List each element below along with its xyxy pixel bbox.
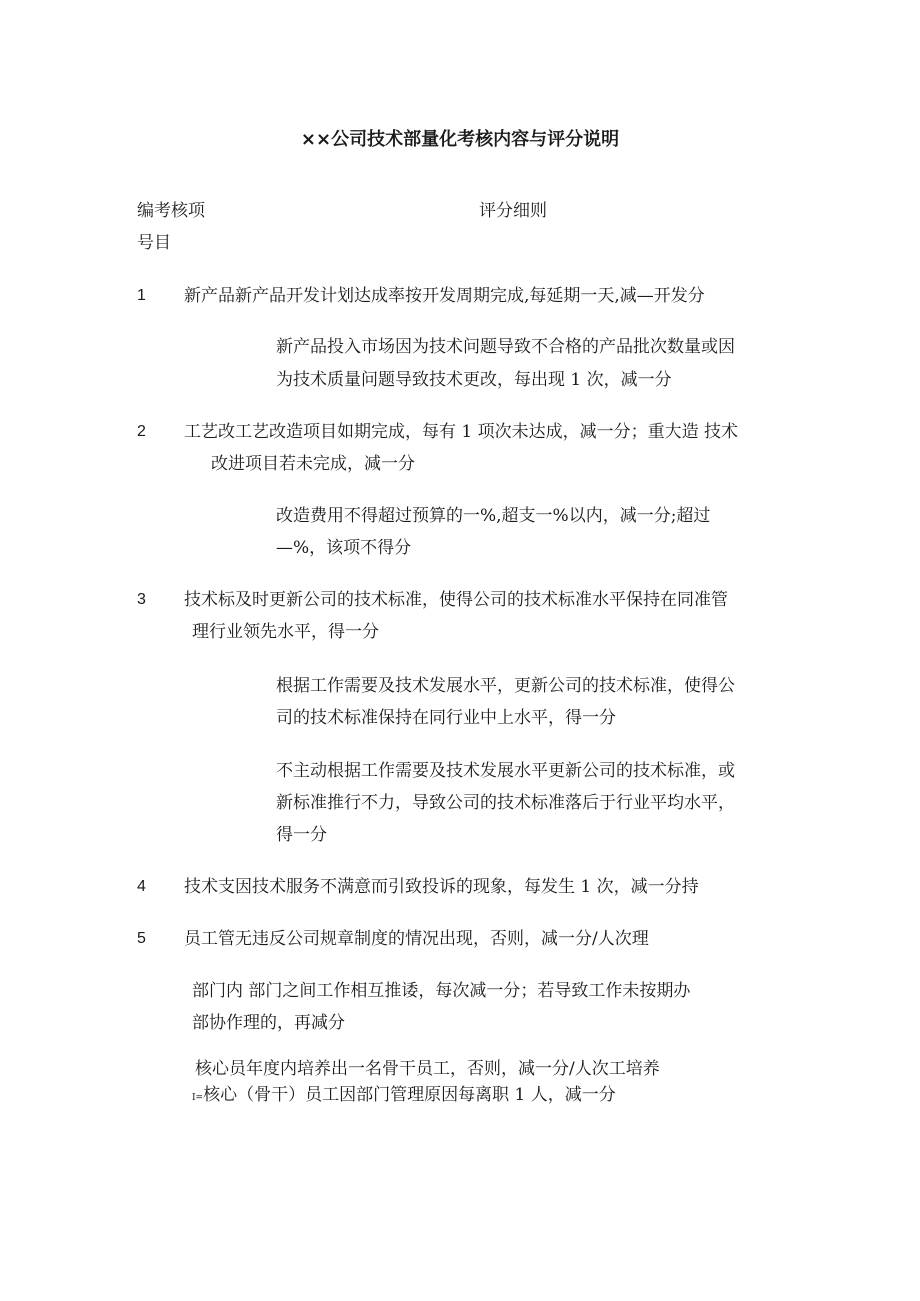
item-detail: 司的技术标准保持在同行业中上水平，得一分 xyxy=(276,708,616,728)
item-detail: 得一分 xyxy=(276,825,327,845)
item-number: 5 xyxy=(137,930,146,947)
dept-cooperation-line1: 部门内 部门之间工作相互推诿，每次减一分；若导致工作未按期办 xyxy=(192,981,691,1001)
header-number-item-line2: 号目 xyxy=(137,233,171,253)
item-text: 技术标及时更新公司的技术标准，使得公司的技术标准水平保持在同准管 xyxy=(184,590,728,610)
item-detail: 不主动根据工作需要及技术发展水平更新公司的技术标准，或 xyxy=(276,761,735,781)
page-title: ××公司技术部量化考核内容与评分说明 xyxy=(300,129,620,150)
item-text: 理行业领先水平，得一分 xyxy=(192,622,379,642)
item-detail: 新产品投入市场因为技术问题导致不合格的产品批次数量或因 xyxy=(276,337,735,357)
item-number: 3 xyxy=(137,591,146,608)
core-staff-text: 核心（骨干）员工因部门管理原因每离职 1 人，减一分 xyxy=(203,1085,616,1105)
dept-cooperation-line2: 部协作理的，再减分 xyxy=(192,1013,345,1033)
item-text: 技术支因技术服务不满意而引致投诉的现象，每发生 1 次，减一分持 xyxy=(184,877,699,897)
item-number: 4 xyxy=(137,878,146,895)
item-detail: 新标准推行不力，导致公司的技术标准落后于行业平均水平， xyxy=(276,793,735,813)
item-detail: 改造费用不得超过预算的一%,超支一%以内，减一分;超过 xyxy=(276,506,711,526)
header-scoring-rules: 评分细则 xyxy=(479,201,547,221)
item-text: 改进项目若未完成，减一分 xyxy=(211,454,415,474)
item-detail: —%，该项不得分 xyxy=(276,538,412,558)
item-detail: 根据工作需要及技术发展水平，更新公司的技术标准，使得公 xyxy=(276,676,735,696)
item-text: 工艺改工艺改造项目如期完成，每有 1 项次未达成，减一分；重大造 技术 xyxy=(184,422,739,442)
item-detail: 为技术质量问题导致技术更改，每出现 1 次，减一分 xyxy=(276,370,672,390)
item-number: 2 xyxy=(137,423,146,440)
core-staff-line2 xyxy=(192,1079,616,1114)
core-staff-prefix: I= xyxy=(192,1093,204,1103)
item-number: 1 xyxy=(137,287,146,304)
item-text: 新产品新产品开发计划达成率按开发周期完成,每延期一天,减—开发分 xyxy=(184,286,705,306)
core-staff-line1: 核心员年度内培养出一名骨干员工，否则，减一分/人次工培养 xyxy=(195,1059,660,1079)
item-text: 员工管无违反公司规章制度的情况出现，否则，减一分/人次理 xyxy=(184,929,649,949)
header-number-item-line1: 编考核项 xyxy=(137,201,205,221)
